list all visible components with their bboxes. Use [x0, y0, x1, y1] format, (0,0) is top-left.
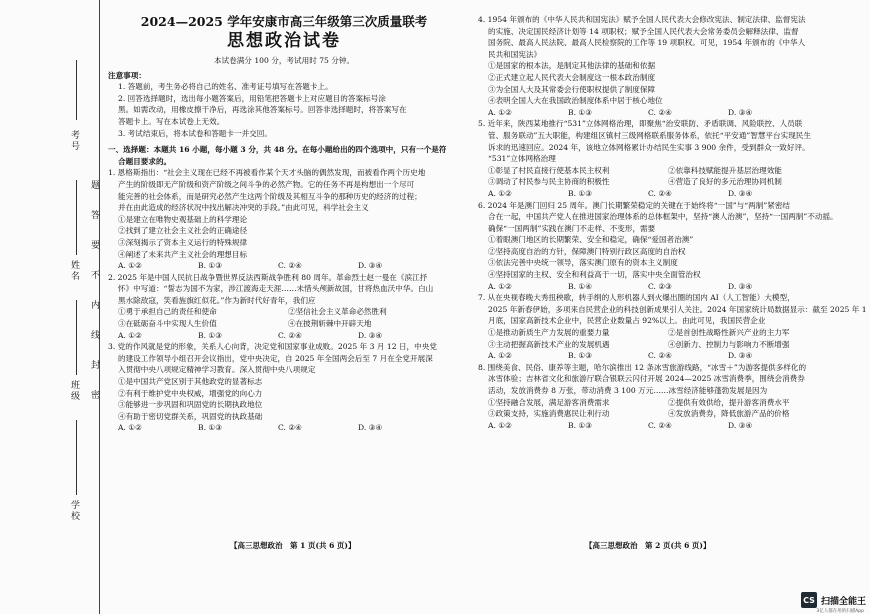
question-stem: 8. 围绕美食、民俗、康养等主题，哈尔滨推出 12 条冰雪旅游线路，“冰雪＋”为游客提供多样化的: [478, 362, 807, 372]
option-item: ②提供有效供给，提升游客消费水平: [668, 397, 790, 407]
choice-a[interactable]: A. ①②: [488, 188, 512, 198]
question-2: [108, 272, 460, 342]
choice-a[interactable]: A. ①②: [118, 330, 142, 340]
option-item: ③能够进一步巩固和巩固党的长期执政地位: [118, 400, 263, 410]
question-stem: 活动，发放消费券 8 万张，带动消费 3 100 万元……冰雪经济能够蓬勃发展是因为: [488, 386, 768, 395]
seal-char: 内: [89, 300, 99, 311]
question-stem: 4. 1954 年颁布的《中华人民共和国宪法》赋予全国人民代表大会修改宪法、制定法律、监督宪法: [478, 15, 806, 24]
school-line: [76, 420, 77, 495]
answer-choices: [478, 420, 860, 432]
choice-b[interactable]: B. ①③: [198, 423, 223, 433]
answer-choices: [108, 422, 460, 434]
choice-a[interactable]: A. ①②: [488, 107, 512, 117]
choice-c[interactable]: C. ②④: [648, 188, 672, 198]
option-item: ②坚持高度自治的方针，保障澳门特别行政区高度的自治权: [488, 246, 686, 256]
option-item: ②有利于维护党中央权威，增强党的向心力: [118, 388, 263, 398]
notice-item: 答题卡上。写在本试卷上无效。: [118, 116, 225, 126]
choice-a[interactable]: A. ①②: [118, 261, 142, 271]
question-1: [108, 167, 460, 271]
choice-a[interactable]: A. ①②: [488, 281, 512, 291]
option-item: ③在砥砺奋斗中实现人生价值: [118, 319, 217, 329]
option-row: [478, 165, 860, 177]
question-stem: 能完善的社会体系，而是研究必然产生这两个阶级及其相互斗争的那种历史的经济的过程；: [118, 191, 422, 201]
option-row: [478, 327, 860, 339]
notice-heading: 注意事项：: [108, 70, 146, 80]
section-heading: 一、选择题：本题共 16 小题，每小题 3 分，共 48 分。在每小题给出的四个选项中，只有一个是符: [108, 145, 447, 155]
option-item: ③主动把握高新技术产业的发展机遇: [488, 339, 610, 349]
option-item: ①是推动新质生产力发展的重要力量: [488, 328, 610, 338]
answer-choices: [108, 330, 460, 342]
seal-char: 密: [89, 390, 99, 401]
page-footer-right: 【高三思想政治 第 2 页(共 6 页)】: [585, 541, 711, 550]
question-6: [478, 200, 860, 293]
question-stem: 3. 党的作风就是党的形象，关系人心向背，决定党和国家事业成败。2025 年 3 月 12 日，中央党: [108, 342, 437, 352]
choice-b[interactable]: B. ①③: [198, 330, 223, 340]
choice-d[interactable]: D. ③④: [728, 281, 753, 291]
choice-c[interactable]: C. ②④: [278, 261, 302, 271]
binding-margin: [0, 0, 100, 614]
option-item: ④在披荆斩棘中开辟天地: [288, 319, 372, 329]
name-line: [76, 180, 77, 255]
option-item: ②正式建立起人民代表大会制度这一根本政治制度: [488, 72, 656, 82]
option-row: [478, 176, 860, 188]
option-row: [108, 318, 460, 330]
question-4: [478, 14, 860, 118]
question-stem: 的建设工作领导小组召开会议指出，党中央决定，自 2025 年全国两会后至 7 月在全党开展深: [118, 353, 433, 363]
exam-no-label: 考号: [69, 130, 79, 152]
option-item: ④创新力、控制力与影响力不断增强: [668, 339, 790, 349]
answer-choices: [108, 260, 460, 272]
question-stem: “531”立体网格治理: [488, 154, 556, 164]
option-item: ②找到了建立社会主义社会的正确途径: [118, 226, 248, 236]
question-stem: 5. 近年来，陕西某地推行“531”立体网格治理，即聚焦“治安联防、矛盾联调、风险联控、人员联: [478, 119, 803, 129]
class-line: [76, 300, 77, 375]
score-info: 本试卷满分 100 分，考试用时 75 分钟。: [213, 56, 355, 65]
question-stem: 合在一起，中国共产党人在推进国家治理体系的总体框架中，坚持“澳人治澳”，坚持“一国两制”不动摇。: [488, 212, 838, 222]
choice-d[interactable]: D. ③④: [358, 330, 383, 340]
option-item: ④发放消费券，降低旅游产品的价格: [668, 409, 790, 419]
seal-char: 线: [89, 330, 99, 341]
seal-char: 要: [89, 240, 99, 251]
option-row: [478, 397, 860, 409]
question-8: [478, 362, 860, 432]
question-stem: 并在由此造成的经济状况中找出解决冲突的手段。”由此可见，科学社会主义: [118, 203, 369, 213]
option-item: ④表明全国人大在我国政治制度体系中居于核心地位: [488, 96, 663, 106]
option-item: ③调动了村民参与民主协商的积极性: [488, 177, 610, 187]
answer-choices: [478, 107, 860, 119]
choice-c[interactable]: C. ②④: [648, 420, 672, 430]
name-label: 姓名: [69, 260, 79, 282]
question-stem: 7. 从在央视春晚大秀扭秧歌，转手绢的人形机器人到火爆出圈的国内 AI（人工智能）大模型，: [478, 293, 795, 303]
choice-b[interactable]: B. ①③: [568, 188, 593, 198]
option-item: ④营造了良好的多元治理协同机制: [668, 177, 782, 187]
option-item: ③深刻揭示了资本主义运行的特殊规律: [118, 237, 248, 247]
answer-choices: [478, 350, 860, 362]
choice-d[interactable]: D. ③④: [728, 107, 753, 117]
school-label: 学校: [69, 500, 79, 522]
option-item: ②是首创性战略性新兴产业的主力军: [668, 328, 790, 338]
seal-char: 不: [89, 270, 99, 281]
exam-title: 2024—2025 学年安康市高三年级第三次质量联考: [140, 14, 428, 29]
left-column: [108, 14, 460, 434]
page-footer-left: 【高三思想政治 第 1 页(共 6 页)】: [230, 541, 356, 550]
choice-b[interactable]: B. ①③: [568, 351, 593, 361]
question-5: [478, 118, 860, 199]
question-stem: 诉求的迅速回应。2024 年，该地立体网格累计办结民生实事 3 900 余件，受到群众一致好评。: [488, 142, 810, 152]
choice-a[interactable]: A. ①②: [488, 351, 512, 361]
question-stem: 民共和国宪法》: [488, 49, 542, 59]
question-stem: 入贯彻中央八项规定精神学习教育。深入贯彻中央八项规定: [118, 365, 316, 375]
choice-a[interactable]: A. ①②: [488, 420, 512, 430]
option-item: ①着眼澳门地区的长期繁荣、安全和稳定，确保“爱国者治澳”: [488, 235, 694, 245]
question-stem: 2. 2025 年是中国人民抗日战争暨世界反法西斯战争胜利 80 周年。革命烈士赵一曼在《滨江抒: [108, 272, 428, 282]
answer-choices: [478, 281, 860, 293]
choice-d[interactable]: D. ③④: [358, 261, 383, 271]
choice-d[interactable]: D. ③④: [728, 420, 753, 430]
question-7: [478, 292, 867, 362]
right-column: [478, 14, 867, 431]
notice-item: 2. 回答选择题时，选出每小题答案后，用铅笔把答题卡上对应题目的答案标号涂: [118, 93, 386, 103]
option-item: ①坚持融合发展，满足游客消费需求: [488, 397, 610, 407]
option-item: ③政策支持，实施消费惠民让利行动: [488, 409, 610, 419]
choice-b[interactable]: B. ①④: [568, 281, 593, 291]
class-label: 班级: [69, 380, 79, 402]
option-row: [478, 408, 860, 420]
notice-item: 黑。如需改动，用橡皮擦干净后，再选涂其他答案标号。回答非选择题时，将答案写在: [118, 105, 407, 115]
option-item: ①是中国共产党区别于其他政党的显著标志: [118, 377, 263, 387]
option-item: ④阐述了未来共产主义社会的理想目标: [118, 249, 248, 259]
question-stem: 6. 2024 年是澳门回归 25 周年。澳门长期繁荣稳定的关键在于始终将“一国”与“两制”紧密结: [478, 200, 791, 210]
notice-item: 1. 答题前，考生务必将自己的姓名、准考证号填写在答题卡上。: [118, 82, 333, 92]
option-item: ④坚持国家的主权、安全和利益高于一切，落实中央全面管治权: [488, 270, 701, 280]
question-stem: 产生的阶级即无产阶级和资产阶级之间斗争的必然产物。它的任务不再是构想出一个尽可: [118, 179, 415, 189]
option-item: ③依法完善中央统一领导，落实澳门原有的资本主义制度: [488, 258, 678, 268]
question-stem: 1. 恩格斯指出：“社会主义现在已经不再被看作某个天才头脑的偶然发现，而被看作两个历史地: [108, 168, 426, 178]
choice-d[interactable]: D. ③④: [358, 423, 383, 433]
question-stem: 怀》中写道：“誓志为国不为家，涉江渡海走天涯……未惜头颅新故国，甘将热血沃中华。白山: [118, 284, 434, 294]
option-row: [478, 339, 860, 351]
option-item: ①勇于承担自己的责任和使命: [118, 307, 217, 317]
choice-c[interactable]: C. ②④: [648, 351, 672, 361]
scanner-name: 扫描全能王: [820, 596, 866, 607]
answer-choices: [478, 188, 860, 200]
choice-b[interactable]: B. ①③: [568, 107, 593, 117]
scanner-tagline: 3亿人都在用的扫描App: [816, 609, 864, 614]
option-item: ②坚信社会主义革命必然胜利: [288, 307, 387, 317]
question-stem: 黑水除敌寇，笑看旌旗红似花。”作为新时代好青年，我们应: [118, 295, 316, 305]
exam-no-line: [76, 60, 77, 120]
option-item: ①是建立在唯物史观基础上的科学理论: [118, 214, 248, 224]
subject-title: 思想政治试卷: [227, 31, 341, 51]
choice-c[interactable]: C. ②④: [278, 423, 302, 433]
choice-d[interactable]: D. ③④: [728, 351, 753, 361]
option-item: ②依靠科技赋能提升基层治理效能: [668, 165, 782, 175]
option-item: ①彰显了村民直接行使基本民主权利: [488, 165, 610, 175]
option-item: ③为全国人大及其常委会行使职权提供了制度保障: [488, 84, 656, 94]
choice-c[interactable]: C. ②④: [648, 107, 672, 117]
choice-c[interactable]: C. ②③: [648, 281, 672, 291]
question-stem: 2025 年新春伊始，多项来自民营企业的科技创新成果引人关注。2024 年国家统计局数据显示：截至 2025 年 1: [488, 304, 867, 314]
camscanner-icon: CS: [801, 592, 817, 608]
choice-d[interactable]: D. ③④: [728, 188, 753, 198]
option-item: ④有助于密切党群关系，巩固党的执政基础: [118, 411, 263, 421]
seal-char: 封: [89, 360, 99, 371]
option-row: [108, 306, 460, 318]
question-stem: 的实施、决定国民经济计划等 14 项职权；赋予全国人民代表大会常务委员会解释法律、监督: [488, 26, 799, 36]
notice-item: 3. 考试结束后，将本试卷和答题卡一并交回。: [118, 128, 272, 138]
question-3: [108, 341, 460, 434]
question-stem: 月底，国家高新技术企业中，民营企业数量占 92%以上。由此可见，我国民营企业: [488, 316, 766, 326]
question-stem: 管、服务联动”五大职能，构建组区镇村三级网格联系服务体系，依托“平安通”智慧平台实现民生: [488, 130, 811, 140]
seal-char: 答: [89, 210, 99, 221]
choice-b[interactable]: B. ①③: [568, 420, 593, 430]
choice-a[interactable]: A. ①②: [118, 423, 142, 433]
seal-char: 题: [89, 180, 99, 191]
question-stem: 冰雪体验；吉林省文化和旅游厅联合银联云闪付开展 2024—2025 冰雪消费季，围绕会消费券: [488, 374, 805, 384]
question-stem: 国务院、最高人民法院、最高人民检察院的工作等 19 项职权。可见，1954 年颁布的《中华人: [488, 38, 806, 48]
option-item: ①是国家的根本法，是制定其他法律的基础和依据: [488, 61, 656, 71]
choice-b[interactable]: B. ①③: [198, 261, 223, 271]
choice-c[interactable]: C. ②④: [278, 330, 302, 340]
section-heading-cont: 合题目要求的。: [118, 156, 172, 166]
question-stem: 确保“一国两制”实践在澳门不走样、不变形，需要: [488, 223, 656, 233]
scanner-watermark: [801, 592, 866, 608]
